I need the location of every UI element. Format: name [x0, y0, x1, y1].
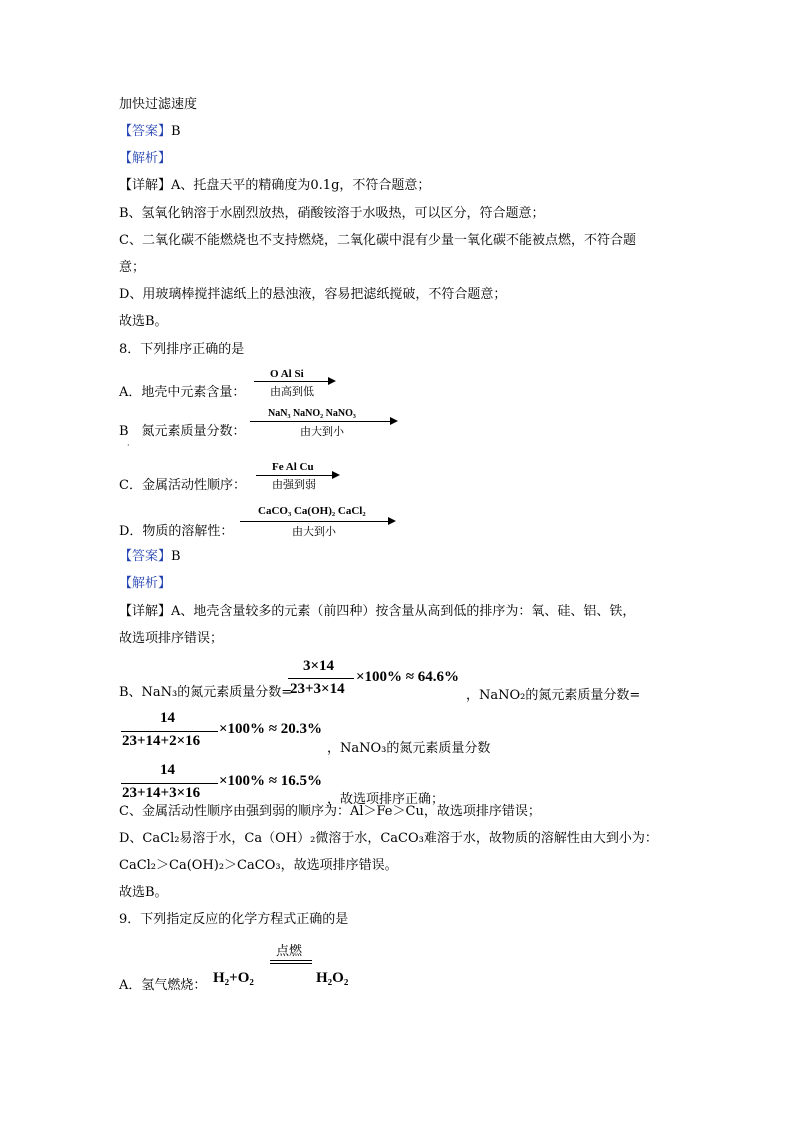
equals-line — [270, 963, 312, 964]
answer-label: 【答案】 — [119, 124, 172, 139]
reaction-condition: 点燃 — [276, 944, 303, 959]
fraction-numerator: 14 — [160, 762, 175, 778]
option-c-sequence: Fe Al Cu — [272, 461, 314, 473]
fraction-bar — [121, 731, 218, 732]
text-line: D、用玻璃棒搅拌滤纸上的悬浊液，容易把滤纸搅破，不符合题意； — [119, 287, 507, 302]
answer-line — [119, 548, 181, 566]
option-d-label: D．物质的溶解性： — [119, 524, 234, 539]
detail-label: 【详解】 — [119, 178, 172, 193]
conclusion-line: 故选B。 — [119, 885, 168, 900]
option-b-direction: 由大到小 — [300, 425, 344, 438]
text-line: B、氢氧化钠溶于水剧烈放热，硝酸铵溶于水吸热，可以区分，符合题意； — [119, 206, 545, 221]
fraction-denominator: 23+14+3×16 — [122, 785, 201, 801]
option-a-sequence: O Al Si — [270, 368, 304, 380]
arrow-icon — [240, 521, 394, 522]
option-a-label: A．氢气燃烧： — [119, 978, 207, 993]
text-line: 意； — [119, 260, 146, 275]
equals-line — [270, 960, 312, 961]
analysis-label: 【解析】 — [119, 151, 172, 166]
equation-product: H₂O₂ — [316, 970, 349, 986]
arrow-icon — [254, 381, 334, 382]
answer-value: B — [171, 549, 181, 564]
detail-text: A、地壳含量较多的元素（前四种）按含量从高到低的排序为：氧、硅、铝、铁， — [171, 604, 636, 619]
detail-line — [119, 177, 430, 195]
fraction-tail: ×100% ≈ 20.3% — [219, 721, 323, 737]
dot-mark: · — [127, 441, 130, 450]
option-c-label: C．金属活动性顺序： — [119, 478, 246, 493]
option-d-sequence: CaCO₃ Ca(OH)₂ CaCl₂ — [258, 505, 366, 517]
answer-label: 【答案】 — [119, 549, 172, 564]
text-line: ，NaNO₃的氮元素质量分数 — [327, 741, 491, 756]
option-a-label: A．地壳中元素含量： — [119, 385, 246, 400]
text-line: 加快过滤速度 — [119, 97, 198, 112]
fraction-numerator: 3×14 — [303, 658, 335, 674]
option-b-label: B 氮元素质量分数： — [119, 424, 246, 439]
text-line: CaCl₂＞Ca(OH)₂＞CaCO₃，故选项排序错误。 — [119, 858, 398, 873]
option-a-direction: 由高到低 — [270, 385, 314, 398]
analysis-label: 【解析】 — [119, 576, 172, 591]
fraction-bar — [288, 678, 354, 679]
fraction-numerator: 14 — [160, 710, 175, 726]
answer-line — [119, 123, 181, 141]
fraction-tail: ×100% ≈ 64.6% — [356, 669, 460, 685]
conclusion-line: 故选B。 — [119, 314, 168, 329]
detail-text: A、托盘天平的精确度为0.1g，不符合题意； — [171, 178, 431, 193]
answer-value: B — [171, 124, 181, 139]
option-b-sequence: NaN₃ NaNO₂ NaNO₃ — [268, 408, 356, 419]
text-line: 故选项排序错误； — [119, 631, 224, 646]
text-line: C、二氧化碳不能燃烧也不支持燃烧，二氧化碳中混有少量一氧化碳不能被点燃，不符合题 — [119, 233, 636, 248]
text-line: C、金属活动性顺序由强到弱的顺序为：Al＞Fe＞Cu，故选项排序错误； — [119, 804, 541, 819]
option-c-direction: 由强到弱 — [272, 478, 316, 491]
arrow-icon — [250, 421, 396, 422]
fraction-bar — [121, 783, 218, 784]
fraction-denominator: 23+3×14 — [290, 681, 345, 697]
fraction-denominator: 23+14+2×16 — [122, 733, 201, 749]
equation-reactants: H₂+O₂ — [213, 970, 254, 986]
question-stem: 9．下列指定反应的化学方程式正确的是 — [119, 912, 349, 927]
question-stem: 8．下列排序正确的是 — [119, 342, 245, 357]
text-line: ，故选项排序正确； — [327, 792, 445, 807]
detail-line — [119, 603, 635, 621]
fraction-tail: ×100% ≈ 16.5% — [219, 773, 323, 789]
option-d-direction: 由大到小 — [292, 525, 336, 538]
text-line: B、NaN₃的氮元素质量分数= — [119, 685, 293, 700]
text-line: D、CaCl₂易溶于水，Ca（OH）₂微溶于水，CaCO₃难溶于水，故物质的溶解性由大到小为： — [119, 831, 658, 846]
text-line: ，NaNO₂的氮元素质量分数= — [466, 688, 641, 703]
detail-label: 【详解】 — [119, 604, 172, 619]
